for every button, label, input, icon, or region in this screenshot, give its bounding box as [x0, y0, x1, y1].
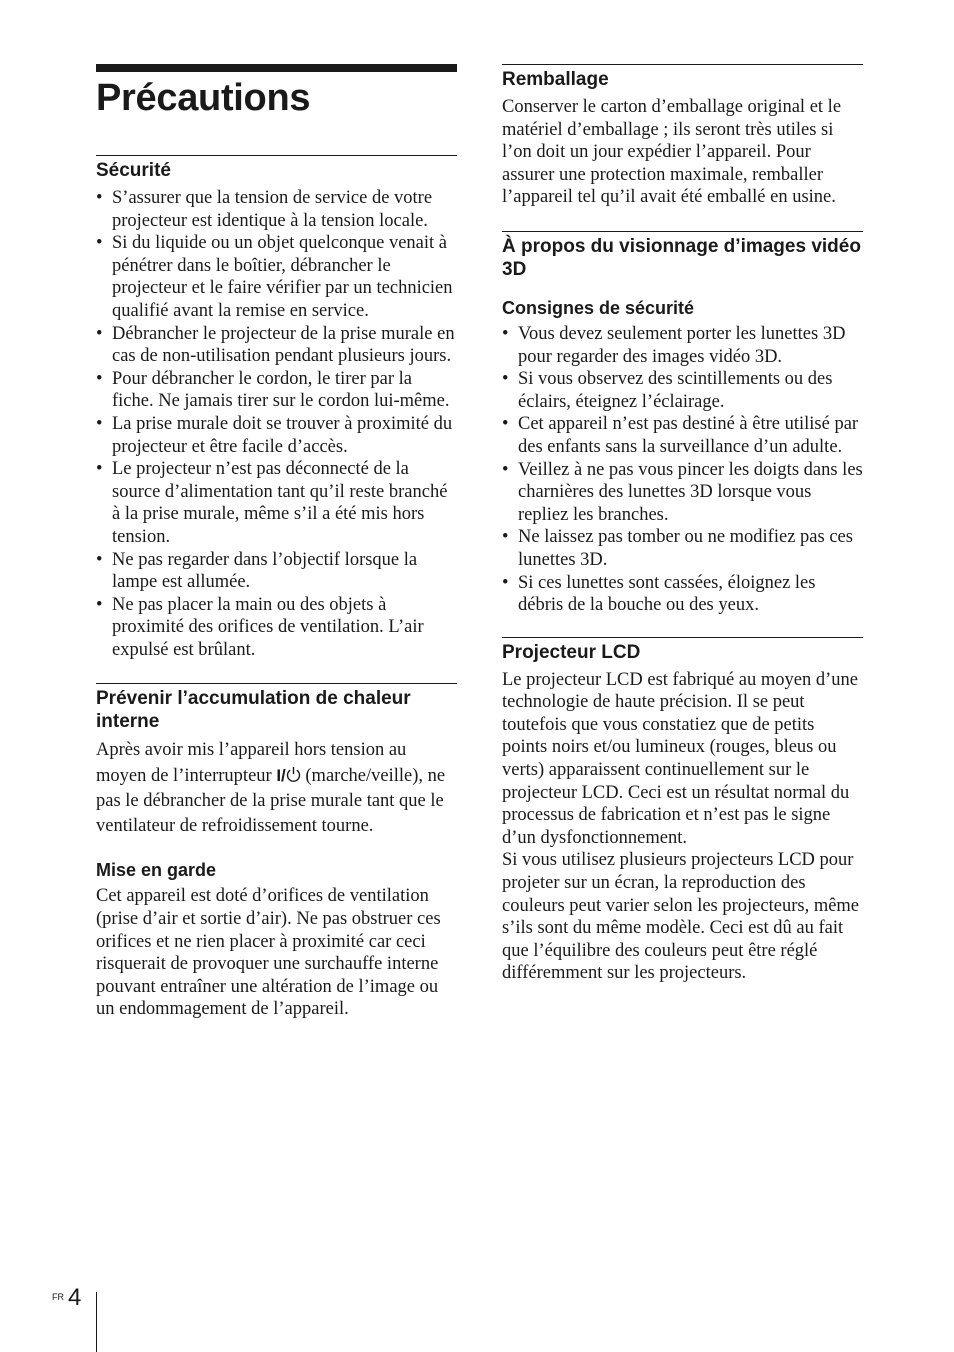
chaleur-text-after: (marche/veille), ne pas le débrancher de la prise murale tant que le ventilateur de refroidissement tourne. [96, 766, 446, 837]
consignes-heading: Consignes de sécurité [502, 297, 695, 318]
left-column [96, 64, 457, 1021]
list-item: • Si du liquide ou un objet quelconque venait à pénétrer dans le boîtier, débrancher le projecteur et le faire vérifier par un technicien qualifié avant la remise en service. [96, 232, 457, 322]
section-lcd [502, 637, 863, 985]
list-item: • Débrancher le projecteur de la prise murale en cas de non-utilisation pendant plusieurs jours. [96, 323, 457, 368]
securite-list [96, 187, 457, 661]
page-number: 4 [68, 1284, 82, 1311]
video3d-list [502, 323, 863, 617]
power-standby-icon [276, 763, 300, 788]
title-bar [96, 64, 457, 72]
lcd-paragraph-2: Si vous utilisez plusieurs projecteurs LCD pour projeter sur un écran, la reproduction des couleurs peut varier selon les projecteurs, même s’ils sont du même modèle. Ceci est dû au fait que l’équilibre des couleurs peut être réglé différemment sur les projecteurs. [502, 850, 860, 984]
section-heading-chaleur: Prévenir l’accumulation de chaleur interne [96, 688, 411, 733]
list-item: • Ne laissez pas tomber ou ne modifiez pas ces lunettes 3D. [502, 526, 863, 571]
list-item: • Vous devez seulement porter les lunettes 3D pour regarder des images vidéo 3D. [502, 323, 863, 368]
right-column [502, 64, 863, 985]
page-title: Précautions [96, 77, 311, 119]
section-chaleur [96, 683, 457, 1021]
list-item: • Cet appareil n’est pas destiné à être utilisé par des enfants sans la surveillance d’un adulte. [502, 413, 863, 458]
mise-en-garde-heading: Mise en garde [96, 860, 217, 881]
section-remballage [502, 64, 863, 209]
section-heading-securite: Sécurité [96, 160, 171, 181]
section-securite [96, 155, 457, 661]
section-heading-remballage: Remballage [502, 69, 609, 90]
footer-language: FR [52, 1292, 64, 1302]
list-item: • Pour débrancher le cordon, le tirer par la fiche. Ne jamais tirer sur le cordon lui-même. [96, 368, 457, 413]
section-heading-lcd: Projecteur LCD [502, 641, 641, 663]
lcd-paragraph-1: Le projecteur LCD est fabriqué au moyen d’une technologie de haute précision. Il se peut toutefois que vous constatiez que de petits points noirs et/ou lumineux (rouges, bleus ou verts) apparaissent continuellement sur le projecteur LCD. Ceci est un résultat normal du processus de fabrication et n’est pas le signe d’un dysfonctionnement. [502, 669, 858, 848]
section-heading-video3d: À propos du visionnage d’images vidéo 3D [502, 235, 861, 280]
list-item: • Si ces lunettes sont cassées, éloignez les débris de la bouche ou des yeux. [502, 572, 863, 617]
mise-en-garde-paragraph: Cet appareil est doté d’orifices de ventilation (prise d’air et sortie d’air). Ne pas obstruer ces orifices et ne rien placer à proximité car ceci risquerait de provoquer une surchauffe interne pouvant entraîner une altération de l’image ou un endommagement de l’appareil. [96, 886, 441, 1020]
list-item: • Si vous observez des scintillements ou des éclairs, éteignez l’éclairage. [502, 368, 863, 413]
list-item: • Ne pas regarder dans l’objectif lorsque la lampe est allumée. [96, 549, 457, 594]
section-video3d [502, 231, 863, 617]
list-item: • Veillez à ne pas vous pincer les doigts dans les charnières des lunettes 3D lorsque vous repliez les branches. [502, 459, 863, 527]
list-item: • S’assurer que la tension de service de votre projecteur est identique à la tension locale. [96, 187, 457, 232]
chaleur-text-before: Après avoir mis l’appareil hors tension au moyen de l’interrupteur [96, 740, 407, 787]
list-item: • Le projecteur n’est pas déconnecté de la source d’alimentation tant qu’il reste branché à la prise murale, même s’il a été mis hors tension. [96, 458, 457, 548]
footer-divider [96, 1292, 97, 1352]
switch-label: I/ [276, 766, 286, 786]
list-item: • Ne pas placer la main ou des objets à proximité des orifices de ventilation. L’air expulsé est brûlant. [96, 594, 457, 662]
remballage-paragraph: Conserver le carton d’emballage original et le matériel d’emballage ; ils seront très utiles si l’on doit un jour expédier l’appareil. Pour assurer une protection maximale, remballer l’appareil tel qu’il avait été emballé en usine. [502, 97, 842, 208]
chaleur-paragraph [96, 738, 457, 839]
list-item: • La prise murale doit se trouver à proximité du projecteur et être facile d’accès. [96, 413, 457, 458]
